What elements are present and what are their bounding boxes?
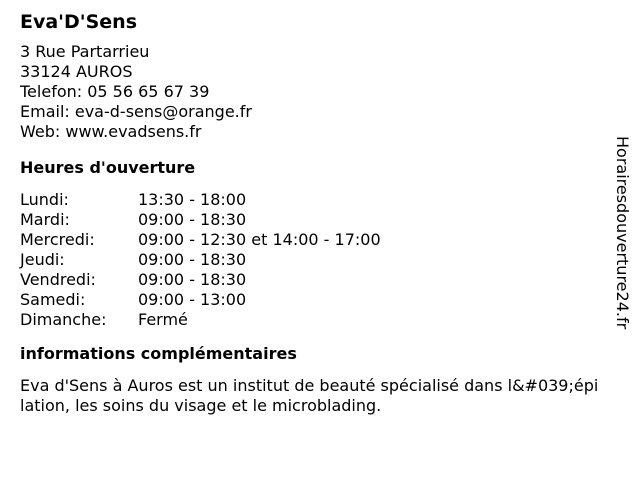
hours-time: 09:00 - 12:30 et 14:00 - 17:00 bbox=[138, 230, 381, 249]
hours-row bbox=[20, 250, 600, 270]
hours-time: 09:00 - 13:00 bbox=[138, 290, 247, 309]
hours-day: Vendredi: bbox=[20, 270, 96, 289]
info-text: Eva d'Sens à Auros est un institut de beauté spécialisé dans l&#039;épilation, les soins du visage et le microblading. bbox=[20, 376, 599, 415]
hours-day: Dimanche: bbox=[20, 310, 107, 329]
hours-time: 09:00 - 18:30 bbox=[138, 210, 247, 229]
address-city: 33124 AUROS bbox=[20, 62, 133, 81]
watermark-text: Horairesdouverture24.fr bbox=[613, 136, 632, 330]
hours-day: Samedi: bbox=[20, 290, 86, 309]
hours-row bbox=[20, 210, 600, 230]
hours-time: 09:00 - 18:30 bbox=[138, 270, 247, 289]
hours-time: Fermé bbox=[138, 310, 188, 329]
hours-day: Mercredi: bbox=[20, 230, 95, 249]
email-line[interactable]: Email: eva-d-sens@orange.fr bbox=[20, 102, 252, 121]
hours-day: Lundi: bbox=[20, 190, 69, 209]
hours-row bbox=[20, 270, 600, 290]
hours-row bbox=[20, 310, 600, 330]
hours-title: Heures d'ouverture bbox=[20, 158, 196, 177]
hours-time: 13:30 - 18:00 bbox=[138, 190, 247, 209]
phone-line[interactable]: Telefon: 05 56 65 67 39 bbox=[20, 82, 210, 101]
business-name: Eva'D'Sens bbox=[20, 11, 137, 33]
hours-day: Jeudi: bbox=[20, 250, 65, 269]
hours-row bbox=[20, 290, 600, 310]
info-title: informations complémentaires bbox=[20, 344, 297, 363]
web-line[interactable]: Web: www.evadsens.fr bbox=[20, 122, 202, 141]
hours-time: 09:00 - 18:30 bbox=[138, 250, 247, 269]
address-street: 3 Rue Partarrieu bbox=[20, 42, 150, 61]
hours-row bbox=[20, 190, 600, 210]
business-card bbox=[20, 10, 600, 416]
hours-day: Mardi: bbox=[20, 210, 70, 229]
hours-row bbox=[20, 230, 600, 250]
hours-table bbox=[20, 190, 600, 330]
